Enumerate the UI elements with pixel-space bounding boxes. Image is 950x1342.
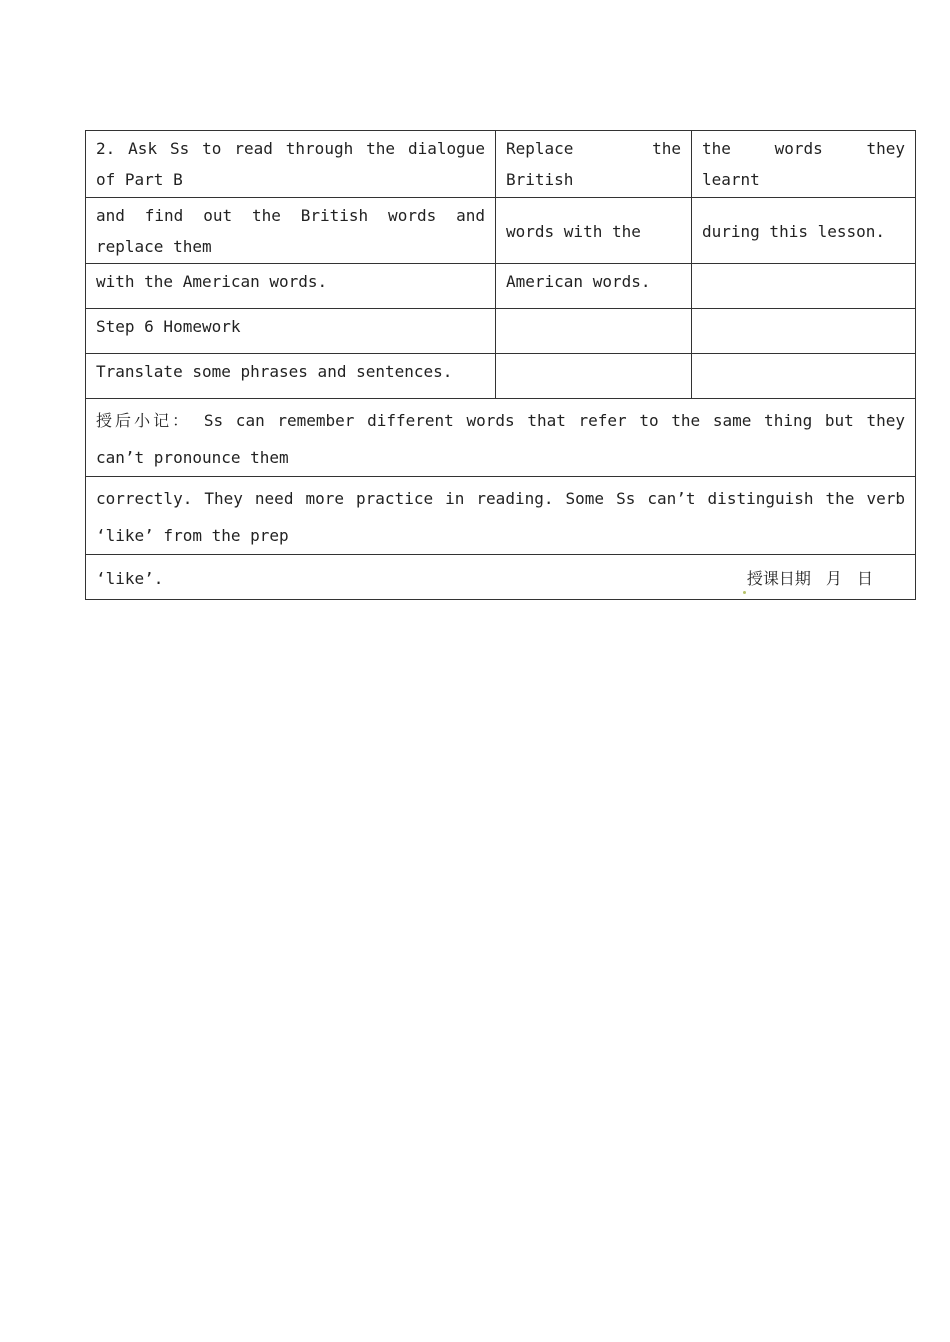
table-row bbox=[86, 264, 916, 309]
table-row bbox=[86, 198, 916, 264]
goal-cell bbox=[692, 354, 916, 399]
purpose-cell bbox=[496, 264, 692, 309]
reflection-text bbox=[96, 402, 905, 439]
teaching-date bbox=[743, 563, 873, 594]
table-row bbox=[86, 555, 916, 600]
table-row bbox=[86, 477, 916, 555]
table-row bbox=[86, 309, 916, 354]
goal-text: learnt bbox=[702, 170, 760, 189]
activity-cell bbox=[86, 354, 496, 399]
table-row bbox=[86, 131, 916, 198]
reflection-cell bbox=[86, 399, 916, 477]
table-row bbox=[86, 399, 916, 477]
goal-cell bbox=[692, 131, 916, 198]
goal-cell bbox=[692, 309, 916, 354]
table-row bbox=[86, 354, 916, 399]
reflection-label: 授后小记： bbox=[96, 411, 192, 430]
reflection-line: ‘like’. bbox=[96, 569, 164, 588]
goal-text: during this lesson. bbox=[702, 222, 886, 241]
reflection-line: Ss can remember different words that refer to the same thing but they bbox=[191, 411, 905, 430]
activity-text: of Part B bbox=[96, 170, 183, 189]
activity-text: with the American words. bbox=[96, 272, 328, 291]
purpose-text: words with the bbox=[506, 222, 641, 241]
activity-cell bbox=[86, 198, 496, 264]
activity-cell bbox=[86, 131, 496, 198]
step-heading: Step 6 Homework bbox=[96, 317, 241, 336]
purpose-cell bbox=[496, 309, 692, 354]
activity-text: and find out the British words and bbox=[96, 206, 485, 225]
purpose-cell bbox=[496, 354, 692, 399]
purpose-text: American words. bbox=[506, 272, 651, 291]
activity-cell bbox=[86, 264, 496, 309]
purpose-cell bbox=[496, 131, 692, 198]
reflection-cell bbox=[86, 477, 916, 555]
bullet-dot-icon bbox=[743, 591, 746, 594]
goal-cell bbox=[692, 264, 916, 309]
activity-text: 2. Ask Ss to read through the dialogue bbox=[96, 139, 485, 158]
goal-text: the words they bbox=[702, 139, 905, 158]
activity-text: Translate some phrases and sentences. bbox=[96, 362, 453, 381]
reflection-line: can’t pronounce them bbox=[96, 448, 289, 467]
reflection-line: correctly. They need more practice in reading. Some Ss can’t distinguish the verb bbox=[96, 489, 905, 508]
reflection-line: ‘like’ from the prep bbox=[96, 526, 289, 545]
reflection-cell bbox=[86, 555, 916, 600]
activity-cell bbox=[86, 309, 496, 354]
goal-cell bbox=[692, 198, 916, 264]
lesson-plan-table bbox=[85, 130, 916, 600]
teaching-date-label: 授课日期 月 日 bbox=[746, 569, 873, 588]
purpose-text: British bbox=[506, 170, 574, 189]
activity-text: replace them bbox=[96, 237, 212, 256]
purpose-text: Replace the bbox=[506, 139, 681, 158]
purpose-cell bbox=[496, 198, 692, 264]
